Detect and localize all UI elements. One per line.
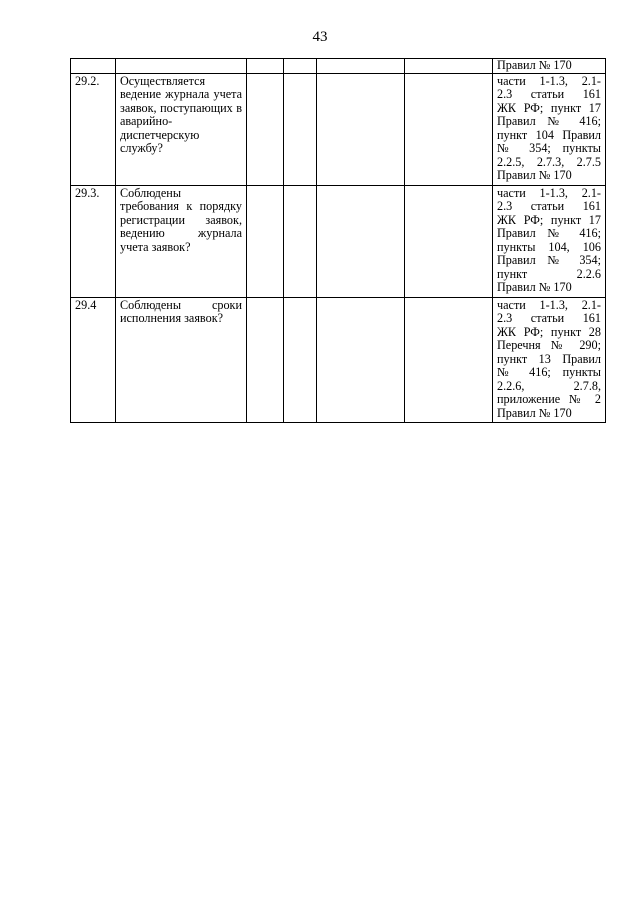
reference-line: ЖК РФ; пункт 28 [497,324,601,339]
answer-cell [317,297,405,423]
reference-line: Правил № 170 [497,168,572,182]
item-number: 29.4 [71,297,116,423]
answer-cell [284,73,317,185]
reference-line: Правил № 170 [497,405,572,420]
reference-line: пункты 104, 106 [497,239,601,254]
reference-line: Правил № 170 [497,280,572,294]
answer-cell [284,297,317,423]
reference-line: Правил № 416; [497,114,601,128]
reference-line: части 1-1.3, 2.1- [497,73,601,88]
legal-reference [493,185,606,297]
reference-line: № 416; пункты [497,365,601,379]
reference-line: Правил № 416; [497,226,601,240]
reference-line: 2.3 статьи 161 [497,87,601,101]
table-cell [405,59,493,74]
answer-cell [247,73,284,185]
reference-line: части 1-1.3, 2.1- [497,185,601,200]
legal-reference [493,297,606,423]
answer-cell [317,185,405,297]
table-row [71,297,606,423]
answer-cell [247,185,284,297]
table-cell [71,59,116,74]
table-row [71,73,606,185]
question-text: Соблюдены требования к порядку регистрации заявок, ведению журнала учета заявок? [116,185,247,297]
reference-line: пункт 104 Правил [497,127,601,142]
continuation-row [71,59,606,74]
table-cell [116,59,247,74]
answer-cell [284,185,317,297]
reference-line: 2.2.5, 2.7.3, 2.7.5 [497,154,601,169]
answer-cell [405,297,493,423]
reference-line: ЖК РФ; пункт 17 [497,100,601,115]
item-number: 29.2. [71,73,116,185]
reference-line: 2.3 статьи 161 [497,199,601,213]
answer-cell [247,297,284,423]
reference-line: Правил № 354; [497,253,601,267]
table-cell [284,59,317,74]
question-text: Осуществляется ведение журнала учета заявок, поступающих в аварийно-диспетчерскую службу? [116,73,247,185]
table-row [71,185,606,297]
reference-line: пункт 13 Правил [497,351,601,366]
reference-line: пункт 2.2.6 [497,266,601,281]
reference-line: Перечня № 290; [497,338,601,352]
answer-cell [405,185,493,297]
page-number: 43 [312,29,328,45]
answer-cell [317,73,405,185]
answer-cell [405,73,493,185]
checklist-table [70,58,606,423]
reference-line: ЖК РФ; пункт 17 [497,212,601,227]
item-number: 29.3. [71,185,116,297]
table-cell [317,59,405,74]
legal-reference [493,73,606,185]
reference-line: части 1-1.3, 2.1- [497,297,601,312]
legal-reference: Правил № 170 [493,59,606,74]
reference-line: № 354; пункты [497,141,601,155]
reference-line: 2.2.6, 2.7.8, [497,378,601,393]
reference-line: приложение № 2 [497,392,601,406]
question-text: Соблюдены сроки исполнения заявок? [116,297,247,423]
table-cell [247,59,284,74]
reference-line: 2.3 статьи 161 [497,311,601,325]
